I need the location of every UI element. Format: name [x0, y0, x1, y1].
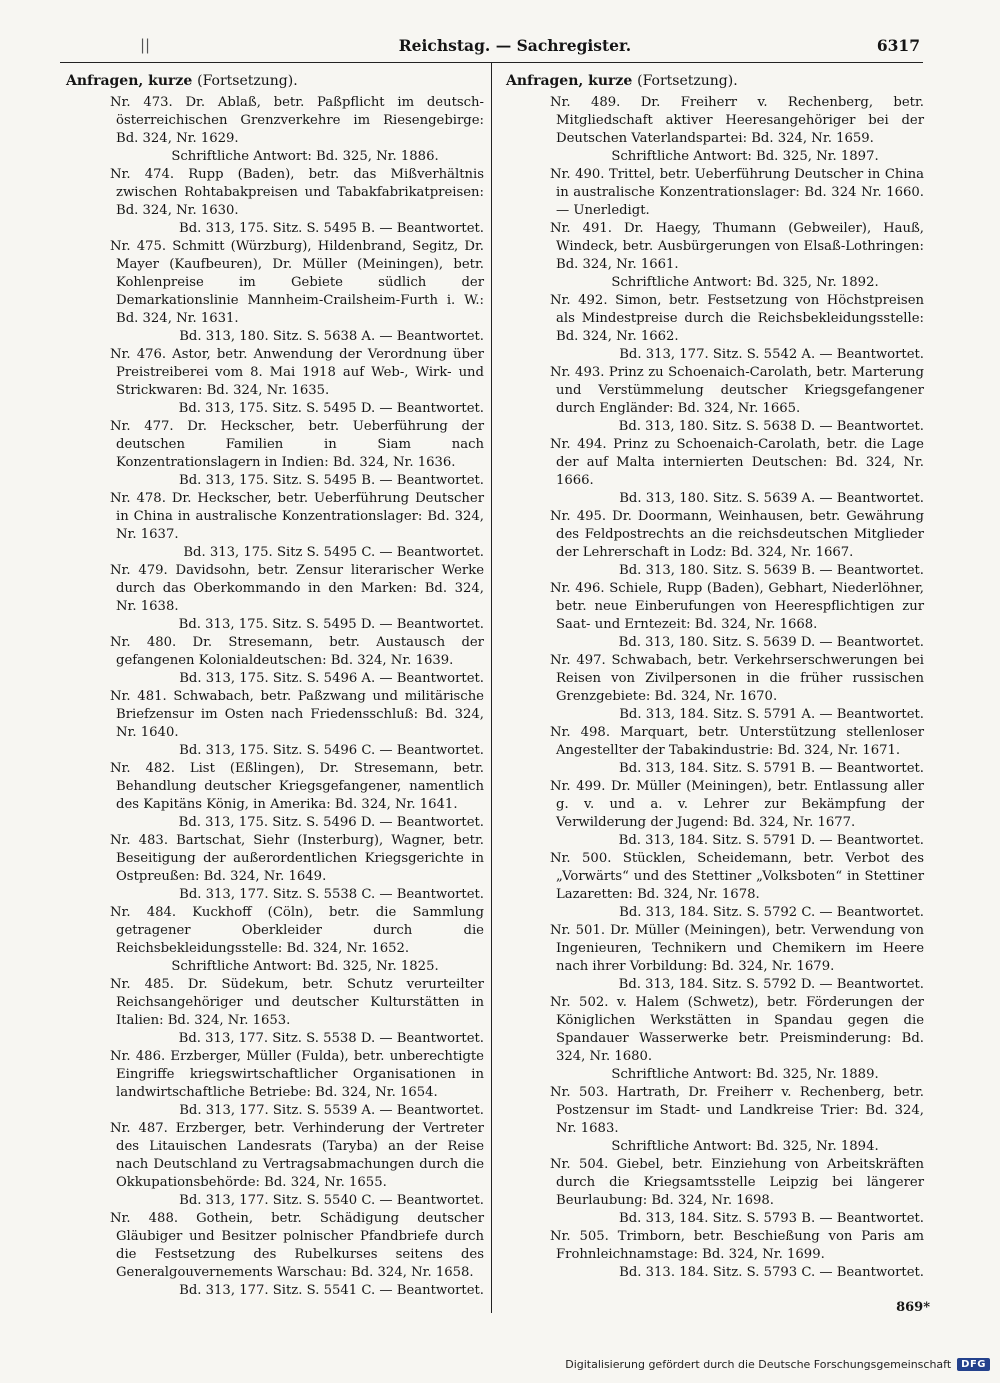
- register-entry: [506, 1084, 924, 1156]
- signature-mark: 869*: [896, 1300, 930, 1315]
- entry-text: Nr. 476. Astor, betr. Anwendung der Verordnung über Preistreiberei vom 8. Mai 1918 auf Web-, Wirk- und Strickwaren: Bd. 324, Nr. 1635.: [110, 347, 484, 398]
- register-entry: [506, 508, 924, 580]
- entry-text: Nr. 473. Dr. Ablaß, betr. Paßpflicht im deutsch-österreichischen Grenzverkehre im Riesengebirge: Bd. 324, Nr. 1629.: [110, 95, 484, 146]
- entry-reference: Bd. 313, 180. Sitz. S. 5638 A. — Beantwortet.: [179, 329, 484, 344]
- register-entry: [506, 1228, 924, 1282]
- register-entry: [506, 994, 924, 1084]
- entry-text: Nr. 492. Simon, betr. Festsetzung von Höchstpreisen als Mindestpreise durch die Reichsbekleidungsstelle: Bd. 324, Nr. 1662.: [550, 293, 924, 344]
- entry-text: Nr. 500. Stücklen, Scheidemann, betr. Verbot des „Vorwärts“ und des Stettiner „Volksboten“ in Stettiner Lazaretten: Bd. 324, Nr. 1678.: [550, 851, 924, 902]
- register-entry: [66, 976, 484, 1048]
- entry-text: Nr. 480. Dr. Stresemann, betr. Austausch der gefangenen Kolonialdeutschen: Bd. 324, Nr. 1639.: [110, 635, 484, 668]
- register-entry: [66, 688, 484, 760]
- register-entry: [506, 724, 924, 778]
- header-mark: ||: [140, 36, 151, 54]
- register-entry: [506, 652, 924, 724]
- entry-reference: Schriftliche Antwort: Bd. 325, Nr. 1897.: [611, 149, 879, 164]
- register-entry: [506, 166, 924, 220]
- page-header: [110, 36, 920, 58]
- entry-reference: Bd. 313, 180. Sitz. S. 5639 D. — Beantwortet.: [618, 635, 924, 650]
- column-heading: [66, 72, 484, 90]
- entry-text: Nr. 497. Schwabach, betr. Verkehrserschwerungen bei Reisen von Zivilpersonen in die früher russischen Grenzgebiete: Bd. 324, Nr. 1670.: [550, 653, 924, 704]
- entry-reference: Schriftliche Antwort: Bd. 325, Nr. 1886.: [171, 149, 439, 164]
- column-heading: [506, 72, 924, 90]
- register-entry: [506, 220, 924, 292]
- entry-text: Nr. 477. Dr. Heckscher, betr. Ueberführung der deutschen Familien in Siam nach Konzentrationslagern in Indien: Bd. 324, Nr. 1636.: [110, 419, 484, 470]
- register-entry: [66, 238, 484, 346]
- entry-reference: Bd. 313, 184. Sitz. S. 5791 D. — Beantwortet.: [618, 833, 924, 848]
- dfg-logo: DFG: [957, 1358, 990, 1371]
- entry-reference: Bd. 313, 180. Sitz. S. 5638 D. — Beantwortet.: [618, 419, 924, 434]
- entry-text: Nr. 486. Erzberger, Müller (Fulda), betr. unberechtigte Eingriffe kriegswirtschaftlicher Organisationen in landwirtschaftliche Betriebe: Bd. 324, Nr. 1654.: [110, 1049, 484, 1100]
- running-title: Reichstag. — Sachregister.: [398, 36, 632, 55]
- entry-reference: Bd. 313, 177. Sitz. S. 5539 A. — Beantwortet.: [179, 1103, 484, 1118]
- register-entry: [66, 1048, 484, 1120]
- register-entry: [66, 346, 484, 418]
- entry-text: Nr. 487. Erzberger, betr. Verhinderung der Vertreter des Litauischen Landesrats (Taryba) an der Reise nach Deutschland zu Vertragsabmachungen durch die Okkupationsbehörde: Bd. 324, Nr. 1655.: [110, 1121, 484, 1190]
- right-column: [506, 72, 924, 1282]
- register-entry: [66, 634, 484, 688]
- entry-reference: Bd. 313, 175. Sitz. S. 5496 D. — Beantwortet.: [178, 815, 484, 830]
- entry-reference: Bd. 313, 180. Sitz. S. 5639 A. — Beantwortet.: [619, 491, 924, 506]
- register-entry: [66, 1210, 484, 1300]
- register-entry: [66, 94, 484, 166]
- entry-reference: Schriftliche Antwort: Bd. 325, Nr. 1889.: [611, 1067, 879, 1082]
- register-entry: [506, 922, 924, 994]
- entry-text: Nr. 503. Hartrath, Dr. Freiherr v. Rechenberg, betr. Postzensur im Stadt- und Landkreise Trier: Bd. 324, Nr. 1683.: [550, 1085, 924, 1136]
- entry-reference: Bd. 313, 175. Sitz. S. 5496 C. — Beantwortet.: [179, 743, 484, 758]
- entry-reference: Bd. 313, 175. Sitz. S. 5495 B. — Beantwortet.: [179, 221, 484, 236]
- entry-reference: Bd. 313, 177. Sitz. S. 5538 C. — Beantwortet.: [179, 887, 484, 902]
- entry-reference: Schriftliche Antwort: Bd. 325, Nr. 1825.: [171, 959, 439, 974]
- heading-continuation: (Fortsetzung).: [197, 73, 298, 89]
- entry-reference: Bd. 313, 184. Sitz. S. 5793 B. — Beantwortet.: [619, 1211, 924, 1226]
- digitization-credit: [565, 1358, 990, 1371]
- entry-text: Nr. 505. Trimborn, betr. Beschießung von Paris am Frohnleichnamstage: Bd. 324, Nr. 1699.: [550, 1229, 924, 1262]
- entry-text: Nr. 481. Schwabach, betr. Paßzwang und militärische Briefzensur im Osten nach Friedensschluß: Bd. 324, Nr. 1640.: [110, 689, 484, 740]
- entry-text: Nr. 478. Dr. Heckscher, betr. Ueberführung Deutscher in China in australische Konzentrationslager: Bd. 324, Nr. 1637.: [110, 491, 484, 542]
- entry-reference: Bd. 313, 177. Sitz. S. 5540 C. — Beantwortet.: [179, 1193, 484, 1208]
- entry-text: Nr. 499. Dr. Müller (Meiningen), betr. Entlassung aller g. v. und a. v. Lehrer zur Bekämpfung der Verwilderung der Jugend: Bd. 324, Nr. 1677.: [550, 779, 924, 830]
- entry-text: Nr. 482. List (Eßlingen), Dr. Stresemann, betr. Behandlung deutscher Kriegsgefangener, namentlich des Kapitäns König, in Amerika: Bd. 324, Nr. 1641.: [110, 761, 484, 812]
- entry-text: Nr. 485. Dr. Südekum, betr. Schutz verurteilter Reichsangehöriger und deutscher Kulturstätten in Italien: Bd. 324, Nr. 1653.: [110, 977, 484, 1028]
- entry-text: Nr. 501. Dr. Müller (Meiningen), betr. Verwendung von Ingenieuren, Technikern und Chemikern im Heere nach ihrer Vorbildung: Bd. 324, Nr. 1679.: [550, 923, 924, 974]
- entry-reference: Bd. 313. 184. Sitz. S. 5793 C. — Beantwortet.: [619, 1265, 924, 1280]
- entry-reference: Bd. 313, 177. Sitz. S. 5538 D. — Beantwortet.: [178, 1031, 484, 1046]
- heading-continuation: (Fortsetzung).: [637, 73, 738, 89]
- entry-reference: Bd. 313, 184. Sitz. S. 5791 B. — Beantwortet.: [619, 761, 924, 776]
- entry-reference: Bd. 313, 175. Sitz S. 5495 C. — Beantwortet.: [183, 545, 484, 560]
- entry-reference: Schriftliche Antwort: Bd. 325, Nr. 1894.: [611, 1139, 879, 1154]
- heading-title: Anfragen, kurze: [66, 73, 193, 89]
- entry-reference: Schriftliche Antwort: Bd. 325, Nr. 1892.: [611, 275, 879, 290]
- register-entry: [506, 1156, 924, 1228]
- entry-text: Nr. 491. Dr. Haegy, Thumann (Gebweiler), Hauß, Windeck, betr. Ausbürgerungen von Elsaß-Lothringen: Bd. 324, Nr. 1661.: [550, 221, 924, 272]
- entry-reference: Bd. 313, 175. Sitz. S. 5495 D. — Beantwortet.: [178, 617, 484, 632]
- register-entry: [66, 904, 484, 976]
- register-entry: [506, 364, 924, 436]
- entry-reference: Bd. 313, 184. Sitz. S. 5791 A. — Beantwortet.: [619, 707, 924, 722]
- register-entry: [506, 94, 924, 166]
- register-entry: [66, 418, 484, 490]
- register-entry: [66, 562, 484, 634]
- register-entry: [66, 166, 484, 238]
- register-entry: [66, 1120, 484, 1210]
- entry-text: Nr. 504. Giebel, betr. Einziehung von Arbeitskräften durch die Kriegsamtsstelle Leipzig bei längerer Beurlaubung: Bd. 324, Nr. 1698.: [550, 1157, 924, 1208]
- entry-text: Nr. 474. Rupp (Baden), betr. das Mißverhältnis zwischen Rohtabakpreisen und Tabakfabrikatpreisen: Bd. 324, Nr. 1630.: [110, 167, 484, 218]
- entry-reference: Bd. 313, 184. Sitz. S. 5792 D. — Beantwortet.: [618, 977, 924, 992]
- entry-text: Nr. 493. Prinz zu Schoenaich-Carolath, betr. Marterung und Verstümmelung deutscher Kriegsgefangener durch Engländer: Bd. 324, Nr. 1665.: [550, 365, 924, 416]
- entry-text: Nr. 498. Marquart, betr. Unterstützung stellenloser Angestellter der Tabakindustrie: Bd. 324, Nr. 1671.: [550, 725, 924, 758]
- entry-text: Nr. 502. v. Halem (Schwetz), betr. Förderungen der Königlichen Werkstätten in Spandau gegen die Spandauer Wasserwerke betr. Preisminderung: Bd. 324, Nr. 1680.: [550, 995, 924, 1064]
- register-entry: [66, 760, 484, 832]
- register-entry: [506, 292, 924, 364]
- entry-text: Nr. 490. Trittel, betr. Ueberführung Deutscher in China in australische Konzentrationslager: Bd. 324 Nr. 1660. — Unerledigt.: [550, 167, 924, 218]
- entry-reference: Bd. 313, 180. Sitz. S. 5639 B. — Beantwortet.: [619, 563, 924, 578]
- register-entry: [506, 778, 924, 850]
- column-divider: [491, 63, 492, 1313]
- entry-text: Nr. 495. Dr. Doormann, Weinhausen, betr. Gewährung des Feldpostrechts an die reichsdeutschen Mitglieder der Lehrerschaft in Lodz: Bd. 324, Nr. 1667.: [550, 509, 924, 560]
- entry-reference: Bd. 313, 175. Sitz. S. 5495 D. — Beantwortet.: [178, 401, 484, 416]
- heading-title: Anfragen, kurze: [506, 73, 633, 89]
- page-number: 6317: [876, 36, 920, 55]
- register-entry: [506, 436, 924, 508]
- entry-reference: Bd. 313, 184. Sitz. S. 5792 C. — Beantwortet.: [619, 905, 924, 920]
- entry-text: Nr. 475. Schmitt (Würzburg), Hildenbrand, Segitz, Dr. Mayer (Kaufbeuren), Dr. Müller (Meiningen), betr. Kohlenpreise im Gebiete südlich der Demarkationslinie Mannheim-Crailsheim-Furth i. W.: Bd. 324, Nr. 1631.: [110, 239, 484, 326]
- entry-text: Nr. 484. Kuckhoff (Cöln), betr. die Sammlung getragener Oberkleider durch die Reichsbekleidungsstelle: Bd. 324, Nr. 1652.: [110, 905, 484, 956]
- entry-reference: Bd. 313, 177. Sitz. S. 5542 A. — Beantwortet.: [619, 347, 924, 362]
- entry-text: Nr. 496. Schiele, Rupp (Baden), Gebhart, Niederlöhner, betr. neue Einberufungen von Heerespflichtigen zur Saat- und Erntezeit: Bd. 324, Nr. 1668.: [550, 581, 924, 632]
- entry-text: Nr. 494. Prinz zu Schoenaich-Carolath, betr. die Lage der auf Malta internierten Deutschen: Bd. 324, Nr. 1666.: [550, 437, 924, 488]
- entry-text: Nr. 489. Dr. Freiherr v. Rechenberg, betr. Mitgliedschaft aktiver Heeresangehöriger bei der Deutschen Vaterlandspartei: Bd. 324, Nr. 1659.: [550, 95, 924, 146]
- entry-text: Nr. 483. Bartschat, Siehr (Insterburg), Wagner, betr. Beseitigung der außerordentlichen Kriegsgerichte in Ostpreußen: Bd. 324, Nr. 1649.: [110, 833, 484, 884]
- left-column: [66, 72, 484, 1300]
- entry-text: Nr. 479. Davidsohn, betr. Zensur literarischer Werke durch das Oberkommando in den Marken: Bd. 324, Nr. 1638.: [110, 563, 484, 614]
- entry-reference: Bd. 313, 177. Sitz. S. 5541 C. — Beantwortet.: [179, 1283, 484, 1298]
- register-entry: [506, 850, 924, 922]
- entry-reference: Bd. 313, 175. Sitz. S. 5495 B. — Beantwortet.: [179, 473, 484, 488]
- register-entry: [66, 832, 484, 904]
- entry-reference: Bd. 313, 175. Sitz. S. 5496 A. — Beantwortet.: [179, 671, 484, 686]
- register-entry: [506, 580, 924, 652]
- entry-text: Nr. 488. Gothein, betr. Schädigung deutscher Gläubiger und Besitzer polnischer Pfandbriefe durch die Festsetzung des Rubelkurses seitens des Generalgouvernements Warschau: Bd. 324, Nr. 1658.: [110, 1211, 484, 1280]
- register-entry: [66, 490, 484, 562]
- credit-text: Digitalisierung gefördert durch die Deutsche Forschungsgemeinschaft: [565, 1358, 952, 1371]
